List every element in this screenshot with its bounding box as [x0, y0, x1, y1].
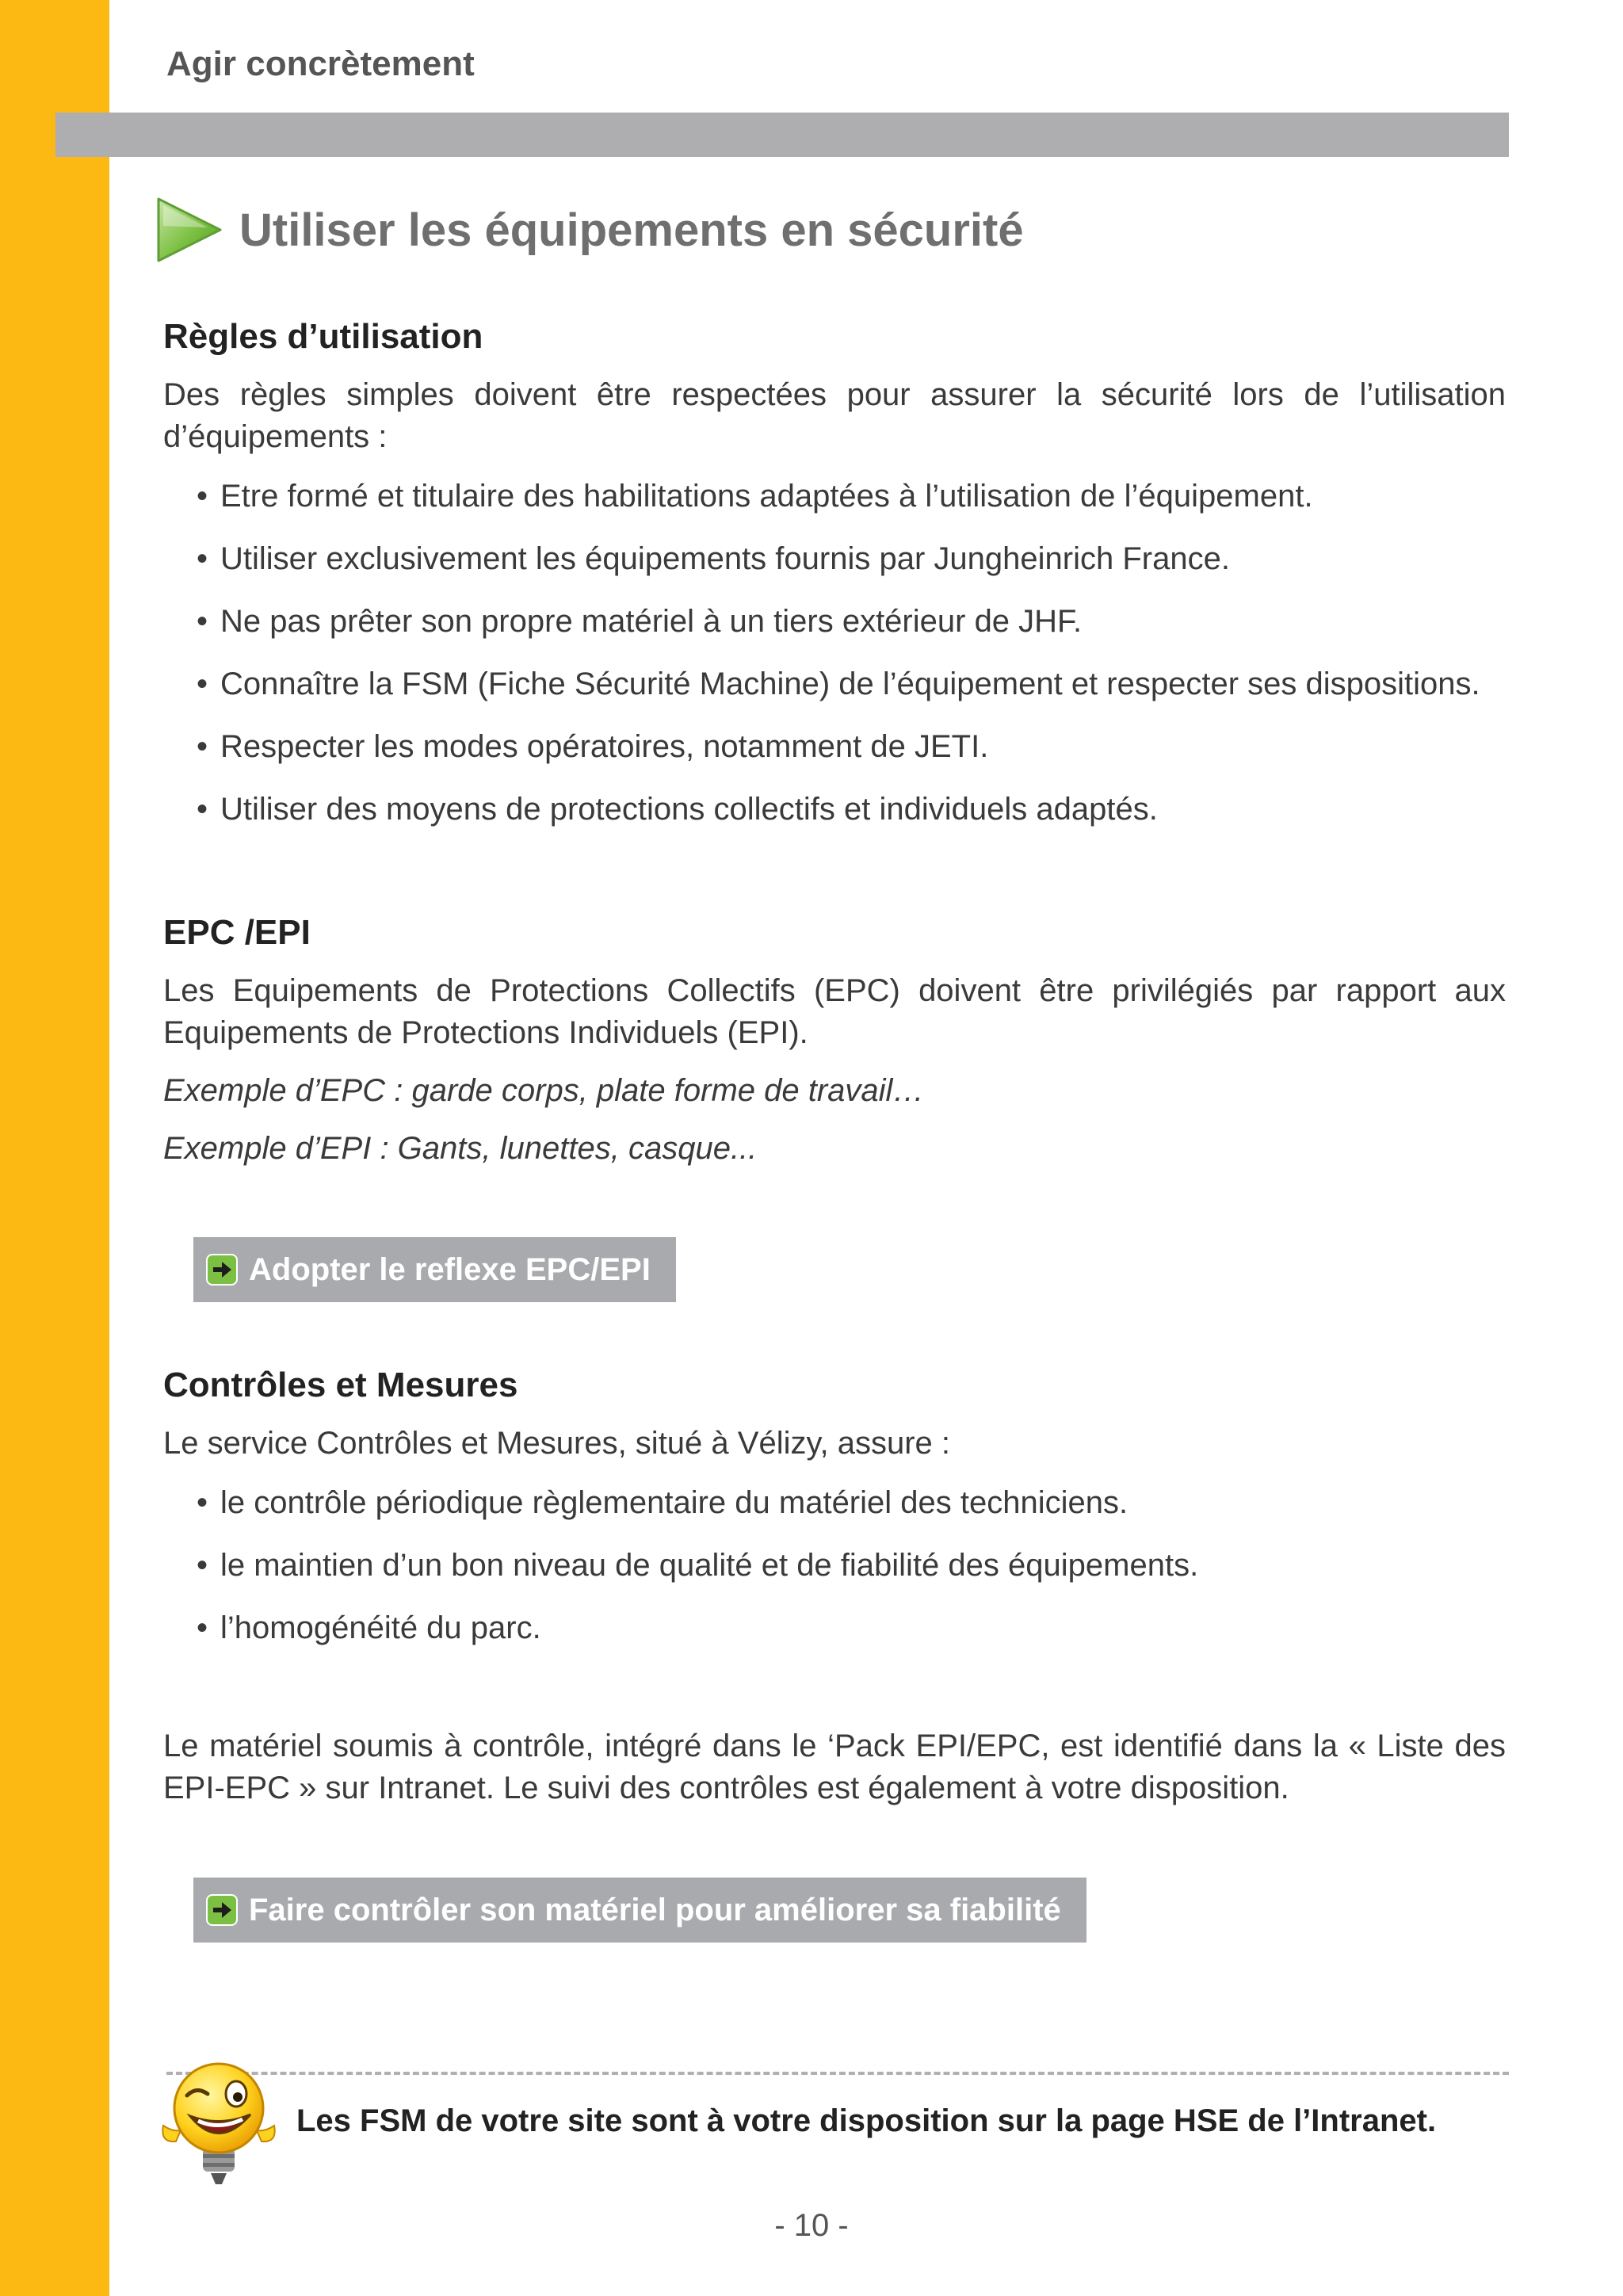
list-item: • Etre formé et titulaire des habilitations adaptées à l’utilisation de l’équipement.	[163, 476, 1506, 518]
main-title-row	[152, 194, 1024, 266]
tip-text: Les FSM de votre site sont à votre disposition sur la page HSE de l’Intranet.	[296, 2103, 1437, 2138]
callout-text: Adopter le reflexe EPC/EPI	[249, 1251, 651, 1287]
section-paragraph: Le matériel soumis à contrôle, intégré dans le ‘Pack EPI/EPC, est identifié dans la « Liste des EPI-EPC » sur Intranet. Le suivi des contrôles est également à votre disposition.	[163, 1729, 1506, 1805]
callout-controle-materiel	[193, 1878, 1086, 1943]
bullet-list	[163, 1482, 1506, 1649]
list-item: • l’homogénéité du parc.	[163, 1607, 1506, 1649]
list-item: • le contrôle périodique règlementaire du matériel des techniciens.	[163, 1482, 1506, 1524]
section-heading: Contrôles et Mesures	[163, 1366, 518, 1404]
section-intro: Des règles simples doivent être respectées pour assurer la sécurité lors de l’utilisation d’équipements :	[163, 377, 1506, 454]
sidebar-stripe	[0, 0, 109, 2296]
green-arrow-icon	[152, 194, 225, 266]
arrow-right-icon	[206, 1894, 238, 1926]
header-title: Agir concrètement	[166, 44, 475, 83]
winking-lightbulb-icon	[152, 2054, 285, 2191]
section-epc	[163, 913, 1506, 1170]
section-heading: EPC /EPI	[163, 913, 311, 952]
page-number: - 10 -	[774, 2208, 849, 2243]
header-bar	[55, 113, 1509, 157]
arrow-right-icon	[206, 1254, 238, 1286]
section-controles	[163, 1366, 1506, 1809]
section-intro: Le service Contrôles et Mesures, situé à Vélizy, assure :	[163, 1426, 951, 1461]
example-epc: Exemple d’EPC : garde corps, plate forme de travail…	[163, 1073, 925, 1108]
section-regles	[163, 317, 1506, 831]
section-heading: Règles d’utilisation	[163, 317, 483, 356]
callout-text: Faire contrôler son matériel pour améliorer sa fiabilité	[249, 1892, 1061, 1927]
list-item: • Ne pas prêter son propre matériel à un tiers extérieur de JHF.	[163, 601, 1506, 643]
list-item: • le maintien d’un bon niveau de qualité et de fiabilité des équipements.	[163, 1545, 1506, 1587]
dashed-divider	[166, 2072, 1509, 2075]
example-epi: Exemple d’EPI : Gants, lunettes, casque...	[163, 1131, 758, 1166]
callout-epc-epi	[193, 1237, 676, 1302]
list-item: • Utiliser des moyens de protections collectifs et individuels adaptés.	[163, 789, 1506, 831]
list-item: • Utiliser exclusivement les équipements fournis par Jungheinrich France.	[163, 538, 1506, 580]
list-item: • Respecter les modes opératoires, notamment de JETI.	[163, 726, 1506, 768]
list-item: • Connaître la FSM (Fiche Sécurité Machine) de l’équipement et respecter ses dispositions.	[163, 663, 1506, 705]
section-intro: Les Equipements de Protections Collectifs (EPC) doivent être privilégiés par rapport aux Equipements de Protections Individuels (EPI).	[163, 973, 1506, 1050]
main-title: Utiliser les équipements en sécurité	[239, 204, 1024, 256]
bullet-list	[163, 476, 1506, 831]
